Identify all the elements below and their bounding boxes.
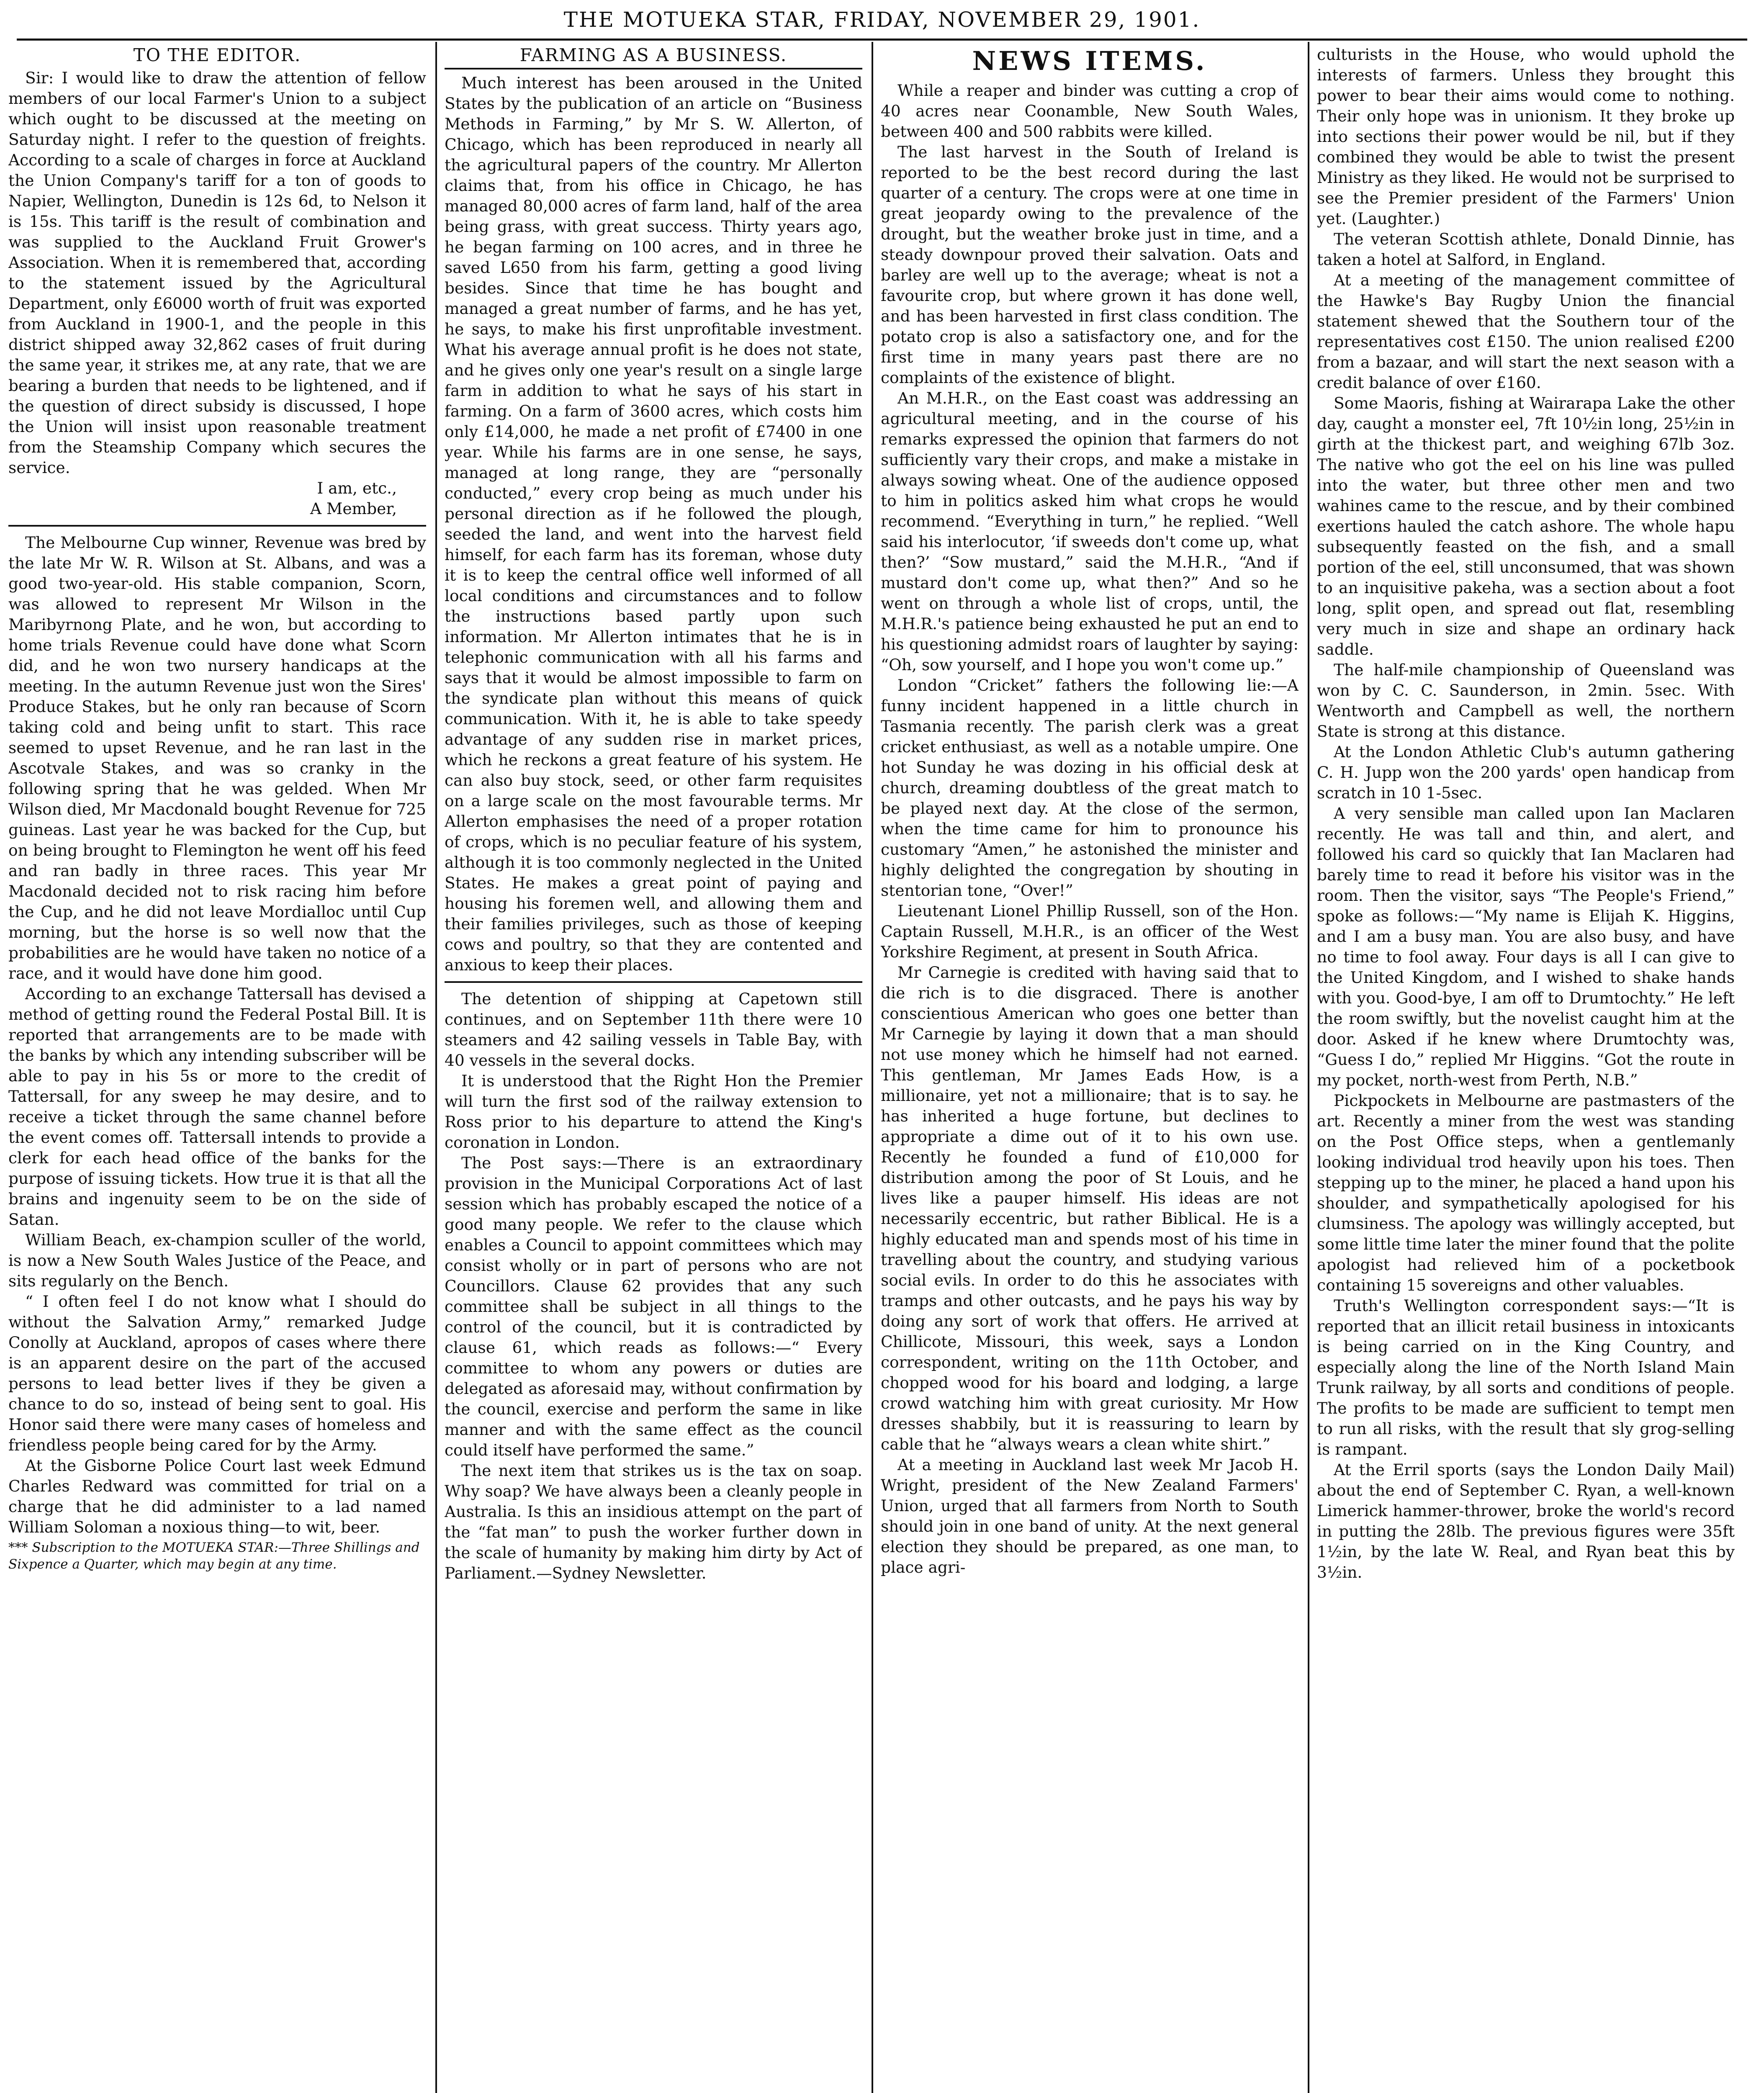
column-3 [881,44,1299,2093]
article-paragraph: According to an exchange Tattersall has devised a method of getting round the Federal Postal Bill. It is reported that arrangements are to be made with the banks by which any intending subscriber will be able to pay in his 5s or more to the credit of Tattersall, for any sweep he may desire, and to receive a ticket through the same channel before the event comes off. Tattersall intends to provide a clerk for each head office of the banks for the purpose of issuing tickets. How true it is that all the brains and ingenuity seem to be on the side of Satan. [8,985,426,1229]
article-paragraph: The detention of shipping at Capetown still continues, and on September 11th there were 10 steamers and 42 sailing vessels in Table Bay, with 40 vessels in the several docks. [445,990,862,1070]
article-paragraph: Lieutenant Lionel Phillip Russell, son of the Hon. Captain Russell, M.H.R., is an officer of the West Yorkshire Regiment, at present in South Africa. [881,902,1299,961]
news-items-heading: NEWS ITEMS. [972,46,1207,76]
masthead-rule [17,39,1747,41]
section-rule [445,981,862,983]
article-paragraph: The veteran Scottish athlete, Donald Dinnie, has taken a hotel at Salford, in England. [1317,230,1735,269]
article-paragraph: At the London Athletic Club's autumn gathering C. H. Jupp won the 200 yards' open handicap from scratch in 10 1-5sec. [1317,743,1735,802]
letter-body: Sir: I would like to draw the attention of fellow members of our local Farmer's Union to a subject which ought to be discussed at the meeting on Saturday night. I refer to the question of freights. According to a scale of charges in force at Auckland the Union Company's tariff for a ton of goods to Napier, Wellington, Dunedin is 12s 6d, to Nelson it is 15s. This tariff is the result of combination and was supplied to the Auckland Fruit Grower's Association. When it is remembered that, according to the statement issued by the Agricultural Department, only £6000 worth of fruit was exported from Auckland in 1900-1, and the people in this district shipped away 32,862 cases of fruit during the same year, it strikes me, at any rate, that we are bearing a burden that needs to be lightened, and if the question of direct subsidy is discussed, I hope the Union will insist upon reasonable treatment from the Steamship Company which secures the service. [8,69,426,477]
column-2 [445,44,862,2093]
article-paragraph: An M.H.R., on the East coast was addressing an agricultural meeting, and in the course of his remarks expressed the opinion that farmers do not sufficiently vary their crops, and make a mistake in always sowing wheat. One of the audience opposed to him in politics asked him what crops he would recommend. “Everything in turn,” he replied. “Well said his interlocutor, ‘if sweeds don't come up, what then?’ “Sow mustard,” said the M.H.R., “And if mustard don't come up, what then?” And so he went on through a whole list of crops, until, the M.H.R.'s patience being exhausted he put an end to his questioning admidst roars of laughter by saying: “Oh, sow yourself, and I hope you won't come up.” [881,389,1299,674]
article-paragraph: “ I often feel I do not know what I should do without the Salvation Army,” remarked Judge Conolly at Auckland, apropos of cases where there is an apparent desire on the part of the accused persons to lead better lives if they be given a chance to do so, instead of being sent to goal. His Honor said there were many cases of homeless and friendless people being cared for by the Army. [8,1292,426,1454]
article-paragraph: A very sensible man called upon Ian Maclaren recently. He was tall and thin, and alert, and followed his card so quickly that Ian Maclaren had barely time to read it before his visitor was in the room. Then the visitor, says “The People's Friend,” spoke as follows:—“My name is Elijah K. Higgins, and I am a busy man. You are also busy, and have no time to fool away. Four days is all I can give to the United Kingdom, and I wished to shake hands with you. Good-bye, I am off to Drumtochty.” He left the room swiftly, but the novelist caught him at the door. Asked if he knew where Drumtochty was, “Guess I do,” replied Mr Higgins. “Got the route in my pocket, north-west from Perth, N.B.” [1317,804,1735,1089]
article-paragraph: Truth's Wellington correspondent says:—“It is reported that an illicit retail business in intoxicants is being carried on in the King Country, and especially along the line of the North Island Main Trunk railway, by all sorts and conditions of people. The profits to be made are sufficient to tempt men to run all risks, with the result that sly grog-selling is rampant. [1317,1296,1735,1458]
article-paragraph: The next item that strikes us is the tax on soap. Why soap? We have always been a cleanly people in Australia. Is this an insidious attempt on the part of the “fat man” to push the worker further down in the scale of humanity by making him dirty by Act of Parliament.—Sydney Newsletter. [445,1461,862,1582]
article-paragraph: At the Erril sports (says the London Daily Mail) about the end of September C. Ryan, a well-known Limerick hammer-thrower, broke the world's record in putting the 28lb. The previous figures were 35ft 1½in, by the late W. Real, and Ryan beat this by 3½in. [1317,1460,1735,1581]
article-paragraph: The half-mile championship of Queensland was won by C. C. Saunderson, in 2min. 5sec. With Wentworth and Campbell as well, the northern State is strong at this distance. [1317,661,1735,741]
article-paragraph: Much interest has been aroused in the United States by the publication of an article on “Business Methods in Farming,” by Mr S. W. Allerton, of Chicago, which has been reproduced in nearly all the agricultural papers of the country. Mr Allerton claims that, from his office in Chicago, he has managed 80,000 acres of farm land, half of the area being grass, with great success. Thirty years ago, he began farming on 100 acres, and in three he saved L650 from his farm, getting a good living besides. Since that time he has bought and managed a great number of farms, and he has yet, he says, to make his first unprofitable investment. What his average annual profit is he does not state, and he gives only one year's result on a single large farm in addition to what he says of his start in farming. On a farm of 3600 acres, which costs him only £14,000, he made a net profit of £7400 in one year. While his farms are in one sense, he says, managed at long range, they are “personally conducted,” every crop being as much under his personal direction as if he followed the plough, seeded the land, and went into the harvest field himself, for each farm has its foreman, whose duty it is to keep the central office well informed of all local conditions and circumstances and to follow the instructions based partly upon such information. Mr Allerton intimates that he is in telephonic communication with all his farms and says that it would be almost impossible to farm on the syndicate plan without this means of quick communication. With it, he is able to take speedy advantage of any sudden rise in market prices, which he reckons a great feature of his system. He can also buy stock, seed, or other farm requisites on a large scale on the most favourable terms. Mr Allerton emphasises the need of a proper rotation of crops, which is no peculiar feature of his system, although it is too commonly neglected in the United States. He makes a great point of paying and housing his foremen well, and allowing them and their families privileges, such as those of keeping cows and poultry, so that they are contented and anxious to keep their places. [445,74,862,974]
heading-rule [445,68,862,69]
article-paragraph: culturists in the House, who would uphold the interests of farmers. Unless they brought this power to bear their aims would come to nothing. Their only hope was in unionism. It they broke up into sections their power would be nil, but if they combined they would be able to twist the present Ministry as they liked. He would not be surprised to see the Premier president of the Farmers' Union yet. (Laughter.) [1317,45,1735,228]
article-paragraph: At a meeting of the management committee of the Hawke's Bay Rugby Union the financial statement shewed that the Southern tour of the representatives cost £150. The union realised £200 from a bazaar, and will start the next season with a credit balance of over £160. [1317,271,1735,392]
farming-heading: FARMING AS A BUSINESS. [519,45,787,65]
subscription-notice: *** Subscription to the MOTUEKA STAR:—Three Shillings and Sixpence a Quarter, which may begin at any time. [8,1540,420,1572]
column-divider [1308,42,1309,2093]
article-paragraph: London “Cricket” fathers the following lie:—A funny incident happened in a little church in Tasmania recently. The parish clerk was a great cricket enthusiast, as well as a notable umpire. One hot Sunday he was dozing in his official desk at church, dreaming doubtless of the great match to be played next day. At the close of the sermon, when the time came for him to pronounce his customary “Amen,” he astonished the minister and highly delighted the congregation by shouting in stentorian tone, “Over!” [881,676,1299,900]
column-divider [435,42,437,2093]
letter-signature: A Member, [310,499,397,518]
article-paragraph: Pickpockets in Melbourne are pastmasters of the art. Recently a miner from the west was standing on the Post Office steps, when a gentlemanly looking individual trod heavily upon his toes. Then stepping up to the miner, he placed a hand upon his shoulder, and sympathetically apologised for his clumsiness. The apology was willingly accepted, but some little time later the miner found that the polite apologist had relieved him of a pocketbook containing 15 sovereigns and other valuables. [1317,1091,1735,1294]
letter-closing: I am, etc., [317,479,397,497]
article-paragraph: The Melbourne Cup winner, Revenue was bred by the late Mr W. R. Wilson at St. Albans, and was a good two-year-old. His stable companion, Scorn, was allowed to represent Mr Wilson in the Maribyrnong Plate, and he won, but according to home trials Revenue could have done what Scorn did, and he won two nursery handicaps at the meeting. In the autumn Revenue just won the Sires' Produce Stakes, but he only ran because of Scorn taking cold and being unfit to start. This race seemed to upset Revenue, and he ran last in the Ascotvale Stakes, and was so cranky in the following spring that he was gelded. When Mr Wilson died, Mr Macdonald bought Revenue for 725 guineas. Last year he was backed for the Cup, but on being brought to Flemington he went off his feed and ran badly in three races. This year Mr Macdonald decided not to risk racing him before the Cup, and he did not leave Mordialloc until Cup morning, but the horse is so well now that the probabilities are he would have taken no notice of a race, and it would have done him good. [8,533,426,982]
column-4 [1317,44,1735,2093]
article-paragraph: While a reaper and binder was cutting a crop of 40 acres near Coonamble, New South Wales, between 400 and 500 rabbits were killed. [881,81,1299,141]
letter-heading: TO THE EDITOR. [133,45,301,65]
column-divider [872,42,873,2093]
article-paragraph: Mr Carnegie is credited with having said that to die rich is to die disgraced. There is another conscientious American who goes one better than Mr Carnegie by laying it down that a man should not use money which he himself had not earned. This gentleman, Mr James Eads How, is a millionaire, yet not a millionaire; that is to say. he has inherited a huge fortune, but declines to appropriate a dime out of it to his own use. Recently he founded a fund of £10,000 for distribution among the poor of St Louis, and he lives like a pauper himself. His ideas are not necessarily eccentric, but rather Biblical. He is a highly educated man and spends most of his time in travelling about the country, and studying various social evils. In order to do this he associates with tramps and other outcasts, and he pays his way by doing any sort of work that offers. He arrived at Chillicote, Missouri, this week, says a London correspondent, writing on the 11th October, and chopped wood for his board and lodging, a large crowd watching him with great curiosity. Mr How dresses shabbily, but it is reassuring to learn by cable that he “always wears a clean white shirt.” [881,963,1299,1453]
article-paragraph: At a meeting in Auckland last week Mr Jacob H. Wright, president of the New Zealand Farmers' Union, urged that all farmers from North to South should join in one band of unity. At the next general election they should be prepared, as one man, to place agri- [881,1455,1299,1576]
column-1 [8,44,426,2093]
article-paragraph: It is understood that the Right Hon the Premier will turn the first sod of the railway extension to Ross prior to his departure to attend the King's coronation in London. [445,1072,862,1152]
masthead: THE MOTUEKA STAR, FRIDAY, NOVEMBER 29, 1901. [563,8,1201,32]
article-paragraph: The last harvest in the South of Ireland is reported to be the best record during the last quarter of a century. The crops were at one time in great jeopardy owing to the prevalence of the drought, but the weather broke just in time, and a steady downpour proved their salvation. Oats and barley are well up to the average; wheat is not a favourite crop, but where grown it has done well, and has been harvested in first class condition. The potato crop is also a satisfactory one, and for the first time in many years past there are no complaints of the existence of blight. [881,143,1299,387]
article-paragraph: Some Maoris, fishing at Wairarapa Lake the other day, caught a monster eel, 7ft 10½in long, 25½in in girth at the thickest part, and weighing 67lb 3oz. The native who got the eel on his line was pulled into the water, but three other men and two wahines came to the rescue, and by their combined exertions hauled the catch ashore. The whole hapu subsequently feasted on the fish, and a small portion of the eel, still unconsumed, that was shown to an inquisitive pakeha, was a section about a foot long, split open, and spread out flat, resembling very much in size and shape an ordinary hack saddle. [1317,394,1735,658]
article-paragraph: The Post says:—There is an extraordinary provision in the Municipal Corporations Act of last session which has probably escaped the notice of a good many people. We refer to the clause which enables a Council to appoint committees which may consist wholly or in part of persons who are not Councillors. Clause 62 provides that any such committee shall be subject in all things to the control of the council, but it is contradicted by clause 61, which reads as follows:—“ Every committee to whom any powers or duties are delegated as aforesaid may, without confirmation by the council, exercise and perform the same in like manner and with the same effect as the council could itself have performed the same.” [445,1154,862,1459]
article-paragraph: At the Gisborne Police Court last week Edmund Charles Redward was committed for trial on a charge that he did administer to a lad named William Soloman a noxious thing—to wit, beer. [8,1456,426,1536]
section-rule [8,525,426,527]
article-paragraph: William Beach, ex-champion sculler of the world, is now a New South Wales Justice of the Peace, and sits regularly on the Bench. [8,1231,426,1290]
